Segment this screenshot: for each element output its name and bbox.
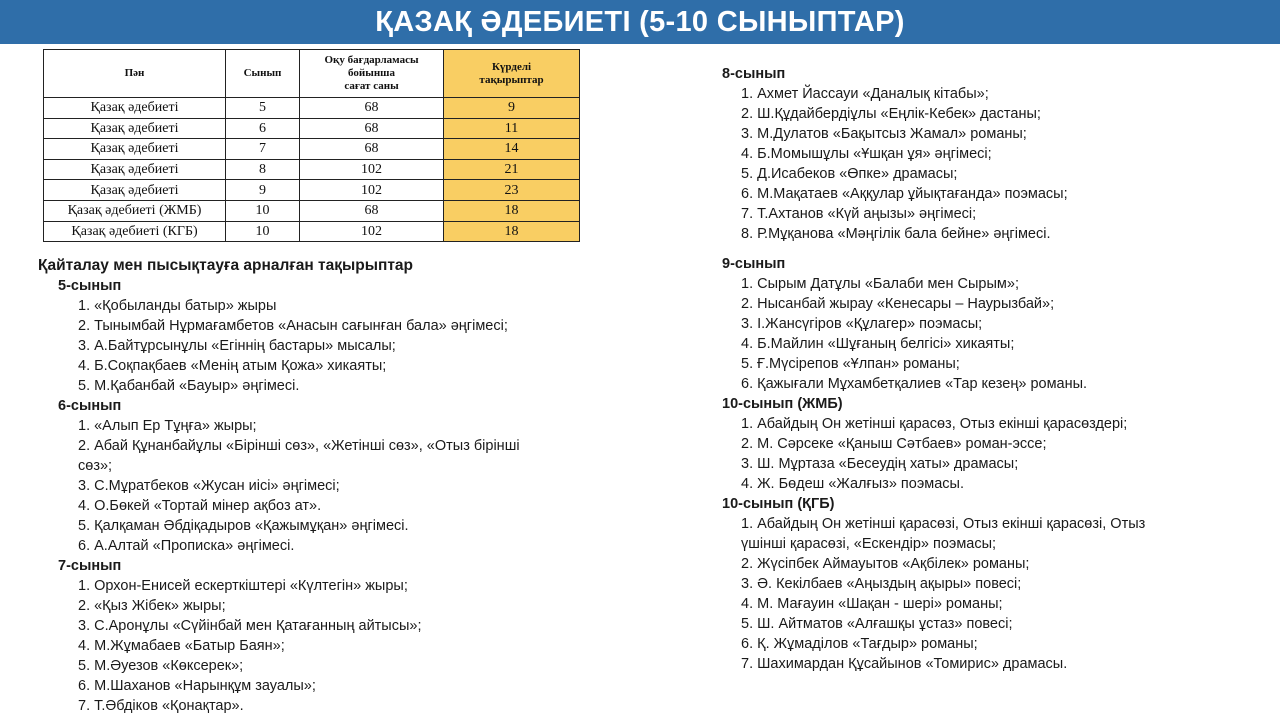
cell-grade: 8 (226, 159, 300, 180)
grade-block (722, 64, 1242, 244)
grade-title: 8-сынып (722, 66, 786, 82)
list-item: 4. Б.Момышұлы «Ұшқан ұя» әңгімесі; (741, 146, 992, 162)
list-item: 3. І.Жансүгіров «Құлагер» поэмасы; (741, 316, 983, 332)
table-row (44, 139, 580, 160)
cell-grade: 9 (226, 180, 300, 201)
grade-title: 9-сынып (722, 256, 786, 272)
cell-difficult-topics: 14 (444, 139, 580, 160)
list-item: 1. Орхон-Енисей ескерткіштері «Күлтегін» жыры; (78, 578, 408, 594)
list-item: сөз»; (78, 458, 113, 474)
list-item: 1. Абайдың Он жетінші қарасөзі, Отыз екінші қарасөзі, Отыз (741, 516, 1146, 532)
list-item: 1. Ахмет Йассауи «Даналық кітабы»; (741, 86, 989, 102)
list-item: 3. Ә. Кекілбаев «Аңыздың ақыры» повесі; (741, 576, 1022, 592)
list-item: 5. Д.Исабеков «Өпке» драмасы; (741, 166, 958, 182)
header-subject: Пән (44, 50, 226, 98)
cell-difficult-topics: 23 (444, 180, 580, 201)
page-title: ҚАЗАҚ ӘДЕБИЕТІ (5-10 СЫНЫПТАР) (375, 5, 905, 38)
review-section-title: Қайталау мен пысықтауға арналған тақырыптар (38, 257, 414, 274)
cell-grade: 10 (226, 221, 300, 242)
list-item: 2. Тынымбай Нұрмағамбетов «Анасын сағынған бала» әңгімесі; (78, 318, 508, 334)
cell-subject: Қазақ әдебиеті (44, 139, 226, 160)
table-row (44, 221, 580, 242)
cell-hours: 68 (300, 200, 444, 221)
list-item: 6. Қажығали Мұхамбетқалиев «Тар кезең» романы. (741, 376, 1088, 392)
grade-title: 6-сынып (58, 398, 122, 414)
grade-block (38, 556, 638, 716)
list-item: 5. Ш. Айтматов «Алғашқы ұстаз» повесі; (741, 616, 1013, 632)
cell-subject: Қазақ әдебиеті (44, 98, 226, 119)
cell-grade: 10 (226, 200, 300, 221)
cell-subject: Қазақ әдебиеті (44, 118, 226, 139)
list-item: үшінші қарасөзі, «Ескендір» поэмасы; (741, 536, 997, 552)
list-item: 6. Қ. Жұмаділов «Тағдыр» романы; (741, 636, 978, 652)
list-item: 1. Абайдың Он жетінші қарасөз, Отыз екінші қарасөздері; (741, 416, 1128, 432)
grade-block (38, 396, 638, 556)
table-header-row (44, 50, 580, 98)
list-item: 2. Абай Құнанбайұлы «Бірінші сөз», «Жетінші сөз», «Отыз бірінші (78, 438, 520, 454)
cell-hours: 102 (300, 180, 444, 201)
hours-table (43, 49, 580, 242)
cell-subject: Қазақ әдебиеті (44, 159, 226, 180)
list-item: 4. Ж. Бөдеш «Жалғыз» поэмасы. (741, 476, 964, 492)
cell-difficult-topics: 21 (444, 159, 580, 180)
cell-difficult-topics: 9 (444, 98, 580, 119)
cell-grade: 7 (226, 139, 300, 160)
list-item: 6. М.Шаханов «Нарынқұм зауалы»; (78, 678, 316, 694)
grade-title: 10-сынып (ҚГБ) (722, 496, 835, 512)
list-item: 5. М.Қабанбай «Бауыр» әңгімесі. (78, 378, 300, 394)
grade-block (38, 276, 638, 396)
list-item: 5. Қалқаман Әбдіқадыров «Қажымұқан» әңгімесі. (78, 518, 409, 534)
list-item: 8. Р.Мұқанова «Мәңгілік бала бейне» әңгімесі. (741, 226, 1051, 242)
grade-title: 5-сынып (58, 278, 122, 294)
grade-block (722, 394, 1242, 494)
cell-subject: Қазақ әдебиеті (ЖМБ) (44, 200, 226, 221)
list-item: 1. «Қобыланды батыр» жыры (78, 298, 277, 314)
table-row (44, 200, 580, 221)
list-item: 6. А.Алтай «Прописка» әңгімесі. (78, 538, 295, 554)
left-column (38, 256, 638, 716)
list-item: 4. М.Жұмабаев «Батыр Баян»; (78, 638, 285, 654)
cell-hours: 68 (300, 139, 444, 160)
list-item: 4. О.Бөкей «Тортай мінер ақбоз ат». (78, 498, 322, 514)
list-item: 4. М. Мағауин «Шақан - шері» романы; (741, 596, 1003, 612)
cell-difficult-topics: 18 (444, 200, 580, 221)
title-banner (0, 0, 1280, 44)
list-item: 6. М.Мақатаев «Аққулар ұйықтағанда» поэмасы; (741, 186, 1068, 202)
cell-hours: 102 (300, 221, 444, 242)
list-item: 5. М.Әуезов «Көксерек»; (78, 658, 244, 674)
list-item: 1. «Алып Ер Тұңға» жыры; (78, 418, 257, 434)
cell-grade: 5 (226, 98, 300, 119)
list-item: 2. «Қыз Жібек» жыры; (78, 598, 226, 614)
list-item: 4. Б.Майлин «Шұғаның белгісі» хикаяты; (741, 336, 1015, 352)
list-item: 2. М. Сәрсеке «Қаныш Сәтбаев» роман-эссе; (741, 436, 1047, 452)
header-difficult-topics: Күрделі тақырыптар (444, 50, 580, 98)
grade-title: 10-сынып (ЖМБ) (722, 396, 843, 412)
table-row (44, 159, 580, 180)
cell-difficult-topics: 11 (444, 118, 580, 139)
cell-subject: Қазақ әдебиеті (КГБ) (44, 221, 226, 242)
table-row (44, 180, 580, 201)
list-item: 7. Шахимардан Құсайынов «Томирис» драмасы. (741, 656, 1068, 672)
grade-block (722, 494, 1242, 674)
cell-grade: 6 (226, 118, 300, 139)
list-item: 1. Сырым Датұлы «Балаби мен Сырым»; (741, 276, 1019, 292)
grade-block (722, 254, 1242, 394)
table-row (44, 118, 580, 139)
list-item: 3. Ш. Мұртаза «Бесеудің хаты» драмасы; (741, 456, 1019, 472)
cell-hours: 68 (300, 118, 444, 139)
cell-hours: 68 (300, 98, 444, 119)
table-row (44, 98, 580, 119)
list-item: 2. Жүсіпбек Аймауытов «Ақбілек» романы; (741, 556, 1030, 572)
list-item: 2. Нысанбай жырау «Кенесары – Наурызбай»; (741, 296, 1055, 312)
cell-hours: 102 (300, 159, 444, 180)
list-item: 2. Ш.Құдайбердіұлы «Еңлік-Кебек» дастаны; (741, 106, 1041, 122)
list-item: 3. С.Аронұлы «Сүйінбай мен Қатағанның айтысы»; (78, 618, 422, 634)
list-item: 5. Ғ.Мүсірепов «Ұлпан» романы; (741, 356, 960, 372)
header-hours: Оқу бағдарламасы бойынша сағат саны (300, 50, 444, 98)
list-item: 7. Т.Ахтанов «Күй аңызы» әңгімесі; (741, 206, 977, 222)
list-item: 3. С.Мұратбеков «Жусан иісі» әңгімесі; (78, 478, 340, 494)
cell-difficult-topics: 18 (444, 221, 580, 242)
list-item: 4. Б.Соқпақбаев «Менің атым Қожа» хикаяты; (78, 358, 387, 374)
header-grade: Сынып (226, 50, 300, 98)
list-item: 7. Т.Әбдіков «Қонақтар». (78, 698, 244, 714)
list-item: 3. М.Дулатов «Бақытсыз Жамал» романы; (741, 126, 1027, 142)
list-item: 3. А.Байтұрсынұлы «Егіннің бастары» мысалы; (78, 338, 396, 354)
grade-title: 7-сынып (58, 558, 122, 574)
cell-subject: Қазақ әдебиеті (44, 180, 226, 201)
right-column (722, 64, 1242, 674)
